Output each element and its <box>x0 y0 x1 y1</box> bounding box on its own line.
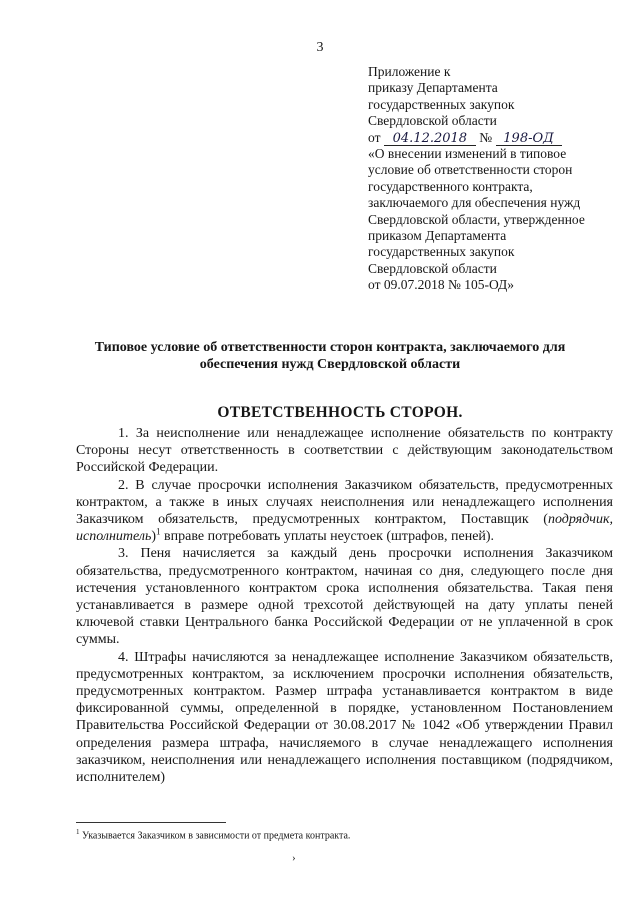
document-title: Типовое условие об ответственности сторон контракта, заключаемого для обеспечения нужд Свердловской области <box>94 340 566 372</box>
handwritten-date: 04.12.2018 <box>384 132 476 146</box>
appendix-line: приказу Департамента <box>368 80 498 96</box>
appendix-line: Приложение к <box>368 64 451 79</box>
appendix-note-line: от 09.07.2018 № 105-ОД» <box>368 277 515 293</box>
page-number: 3 <box>316 40 324 55</box>
appendix-note-line: приказом Департамента <box>368 228 507 244</box>
paragraph-3: 3. Пеня начисляется за каждый день просрочки исполнения Заказчиком обязательства, предусмотренного контрактом, начиная со дня, следующего после дня истечения установленного контрактом срока исполнения обязательства. Такая пеня устанавливается в размере одной трехсотой действующей на дату уплаты пеней ключевой ставки Центрального банка Российской Федерации от не уплаченной в срок суммы. <box>76 546 613 648</box>
stray-mark: › <box>292 852 296 864</box>
paragraph-2 <box>76 477 613 546</box>
paragraph-2-italic: подрядчик, исполнитель <box>76 512 613 545</box>
appendix-line: Свердловской области <box>368 113 497 129</box>
footnote-reference: 1 <box>156 526 161 537</box>
footnote-divider <box>76 822 226 823</box>
appendix-note-line: государственных закупок <box>368 244 515 260</box>
appendix-note-line: «О внесении изменений в типовое <box>368 146 567 162</box>
footnote <box>76 826 616 842</box>
footnote-marker: 1 <box>76 828 80 836</box>
appendix-note-line: условие об ответственности сторон <box>368 162 573 178</box>
paragraph-2-text: 2. В случае просрочки исполнения Заказчиком обязательств, предусмотренных контрактом, а также в иных случаях неисполнения или ненадлежащего исполнения Заказчиком обязательств, предусмотренных контрактом, Поставщик ( <box>76 477 613 528</box>
document-body <box>76 425 613 786</box>
paragraph-2-bracket: ) <box>151 529 157 545</box>
appendix-line: государственных закупок <box>368 96 515 112</box>
appendix-note-line: Свердловской области, утвержденное <box>368 211 585 227</box>
paragraph-1: 1. За неисполнение или ненадлежащее исполнение обязательств по контракту Стороны несут ответственность в соответствии с действующим законодательством Российской Федерации. <box>76 426 613 476</box>
order-date-number-line <box>368 130 630 146</box>
date-prefix: от <box>368 129 381 145</box>
number-prefix: № <box>479 129 493 145</box>
paragraph-4: 4. Штрафы начисляются за ненадлежащее исполнение Заказчиком обязательств, предусмотренных контрактом, за исключением просрочки исполнения обязательств, предусмотренных контрактом. Размер штрафа устанавливается контрактом в виде фиксированной суммы, определенной в порядке, установленном Постановлением Правительства Российской Федерации от 30.08.2017 № 1042 «Об утверждении Правил определения размера штрафа, начисляемого в случае ненадлежащего исполнения заказчиком, неисполнения или ненадлежащего исполнения поставщиком (подрядчиком, исполнителем) <box>76 649 613 786</box>
appendix-note-line: Свердловской области <box>368 260 497 276</box>
section-heading: ОТВЕТСТВЕННОСТЬ СТОРОН. <box>217 404 463 421</box>
appendix-block <box>368 64 630 294</box>
paragraph-2-text-end: вправе потребовать уплаты неустоек (штрафов, пеней). <box>160 529 495 545</box>
footnote-text: Указывается Заказчиком в зависимости от предмета контракта. <box>79 830 351 842</box>
appendix-note-line: государственного контракта, <box>368 178 533 194</box>
handwritten-number: 198-ОД <box>496 132 562 146</box>
appendix-note-line: заключаемого для обеспечения нужд <box>368 195 581 211</box>
